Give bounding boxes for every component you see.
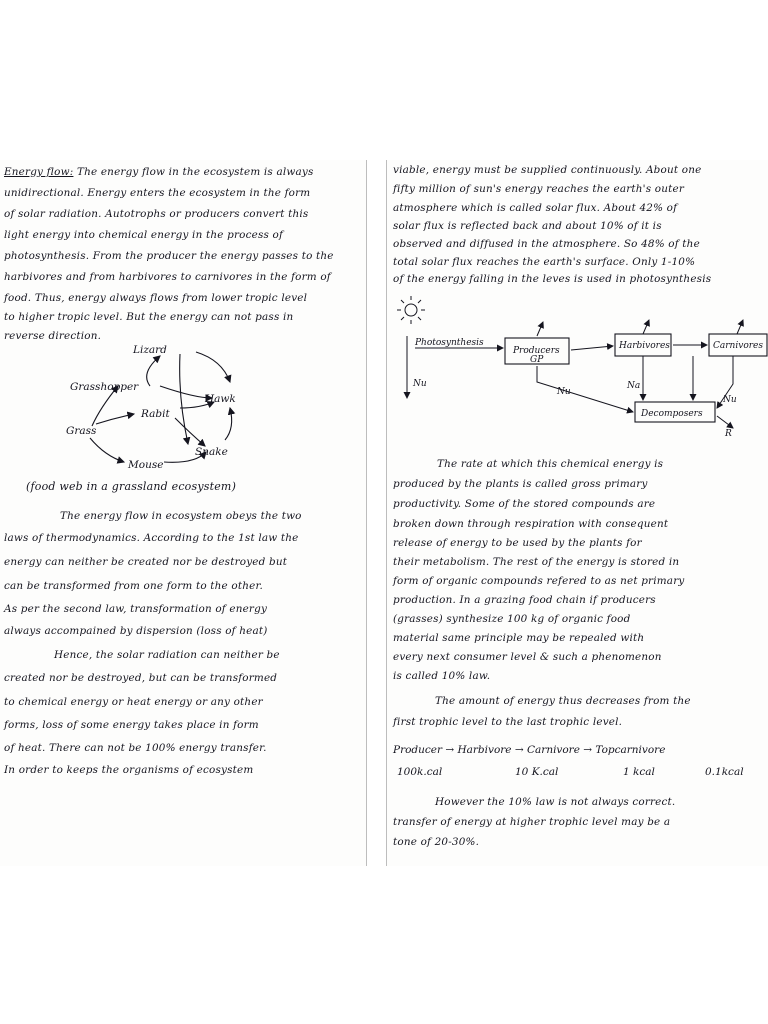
chain-energy-4: 0.1kcal <box>705 766 744 778</box>
mid-line-1: The rate at which this chemical energy is <box>437 458 664 470</box>
end-line-2: transfer of energy at higher trophic level may be a <box>393 816 671 828</box>
food-web-diagram <box>0 338 366 471</box>
r-label: R <box>725 429 732 439</box>
laws-line-6: always accompained by dispersion (loss of heat) <box>4 625 268 637</box>
food-web-caption: (food web in a grassland ecosystem) <box>26 480 237 493</box>
mid-line-8: production. In a grazing food chain if producers <box>393 594 656 606</box>
top-line-5: observed and diffused in the atmosphere. So 48% of the <box>393 238 700 250</box>
rabit-label: Rabit <box>141 408 170 420</box>
grasshopper-label: Grasshopper <box>70 381 139 393</box>
intro-line-8: to higher tropic level. But the energy can not pass in <box>4 311 294 323</box>
laws-line-12: In order to keeps the organisms of ecosystem <box>4 764 254 776</box>
carnivores-label: Carnivores <box>713 341 763 351</box>
top-line-4: solar flux is reflected back and about 10% of it is <box>393 220 662 232</box>
chain-harbivore: Harbivore <box>457 744 512 756</box>
top-line-3: atmosphere which is called solar flux. About 42% of <box>393 202 678 214</box>
na-label: Na <box>627 381 641 391</box>
laws-line-8: created nor be destroyed, but can be transformed <box>4 672 278 684</box>
harbivores-label: Harbivores <box>619 341 670 351</box>
mid-line-5: release of energy to be used by the plants for <box>393 537 642 549</box>
laws-line-1: The energy flow in ecosystem obeys the two <box>60 510 302 522</box>
mid-line-7: form of organic compounds refered to as net primary <box>393 575 685 587</box>
laws-line-11: of heat. There can not be 100% energy transfer. <box>4 742 267 754</box>
intro-line-9: reverse direction. <box>4 330 102 342</box>
intro-line-6: harbivores and from harbivores to carnivores in the form of <box>4 271 331 283</box>
top-line-7: of the energy falling in the leves is used in photosynthesis <box>393 273 712 285</box>
intro-line-7: food. Thus, energy always flows from lower tropic level <box>4 292 308 304</box>
chain-energy-2: 10 K.cal <box>515 766 559 778</box>
mid-line-14: first trophic level to the last trophic level. <box>393 716 623 728</box>
lizard-label: Lizard <box>133 344 167 356</box>
laws-line-4: can be transformed from one form to the other. <box>4 580 264 592</box>
trophic-chain-row: Producer → Harbivore → Carnivore → Topcarnivore <box>393 744 666 756</box>
mid-line-9: (grasses) synthesize 100 kg of organic food <box>393 613 631 625</box>
chain-top: Topcarnivore <box>595 744 666 756</box>
intro-line-1: Energy flow: The energy flow in the ecosystem is always <box>4 166 314 178</box>
mid-line-4: broken down through respiration with consequent <box>393 518 669 530</box>
nu-label-middle: Nu <box>557 387 571 397</box>
decomposers-label: Decomposers <box>641 409 703 419</box>
intro-line-4: light energy into chemical energy in the process of <box>4 229 284 241</box>
laws-line-2: laws of thermodynamics. According to the 1st law the <box>4 532 299 544</box>
mouse-label: Mouse <box>128 459 164 471</box>
left-notebook-page <box>0 160 367 866</box>
top-line-2: fifty million of sun's energy reaches the earth's outer <box>393 183 684 195</box>
nu-label-left: Nu <box>413 379 427 389</box>
chain-energy-1: 100k.cal <box>397 766 443 778</box>
energy-flow-diagram <box>387 290 768 440</box>
laws-line-3: energy can neither be created nor be destroyed but <box>4 556 288 568</box>
chain-carnivore: Carnivore <box>527 744 580 756</box>
photosynthesis-label: Photosynthesis <box>415 338 484 348</box>
intro-line-5: photosynthesis. From the producer the energy passes to the <box>4 250 334 262</box>
laws-line-10: forms, loss of some energy takes place in form <box>4 719 259 731</box>
energy-flow-heading: Energy flow: <box>4 166 74 178</box>
top-line-1: viable, energy must be supplied continuously. About one <box>393 164 702 176</box>
laws-line-5: As per the second law, transformation of energy <box>4 603 268 615</box>
laws-line-7: Hence, the solar radiation can neither be <box>54 649 280 661</box>
hawk-label: Hawk <box>205 393 236 405</box>
mid-line-13: The amount of energy thus decreases from the <box>435 695 691 707</box>
chain-producer: Producer <box>393 744 443 756</box>
mid-line-6: their metabolism. The rest of the energy is stored in <box>393 556 680 568</box>
mid-line-12: is called 10% law. <box>393 670 491 682</box>
laws-line-9: to chemical energy or heat energy or any other <box>4 696 263 708</box>
snake-label: Snake <box>195 446 228 458</box>
mid-line-3: productivity. Some of the stored compounds are <box>393 498 656 510</box>
right-notebook-page <box>386 160 768 866</box>
end-line-3: tone of 20-30%. <box>393 836 480 848</box>
sun-icon <box>397 296 425 324</box>
chain-energy-3: 1 kcal <box>623 766 655 778</box>
mid-line-10: material same principle may be repealed with <box>393 632 645 644</box>
mid-line-11: every next consumer level & such a phenomenon <box>393 651 662 663</box>
top-line-6: total solar flux reaches the earth's surface. Only 1-10% <box>393 256 696 268</box>
mid-line-2: produced by the plants is called gross primary <box>393 478 648 490</box>
intro-line-3: of solar radiation. Autotrophs or producers convert this <box>4 208 309 220</box>
grass-label: Grass <box>66 425 97 437</box>
intro-line-2: unidirectional. Energy enters the ecosystem in the form <box>4 187 311 199</box>
nu-label-right: Nu <box>723 395 737 405</box>
gp-label: GP <box>530 355 544 365</box>
end-line-1: However the 10% law is not always correct. <box>435 796 676 808</box>
producers-label: Producers <box>513 346 560 356</box>
